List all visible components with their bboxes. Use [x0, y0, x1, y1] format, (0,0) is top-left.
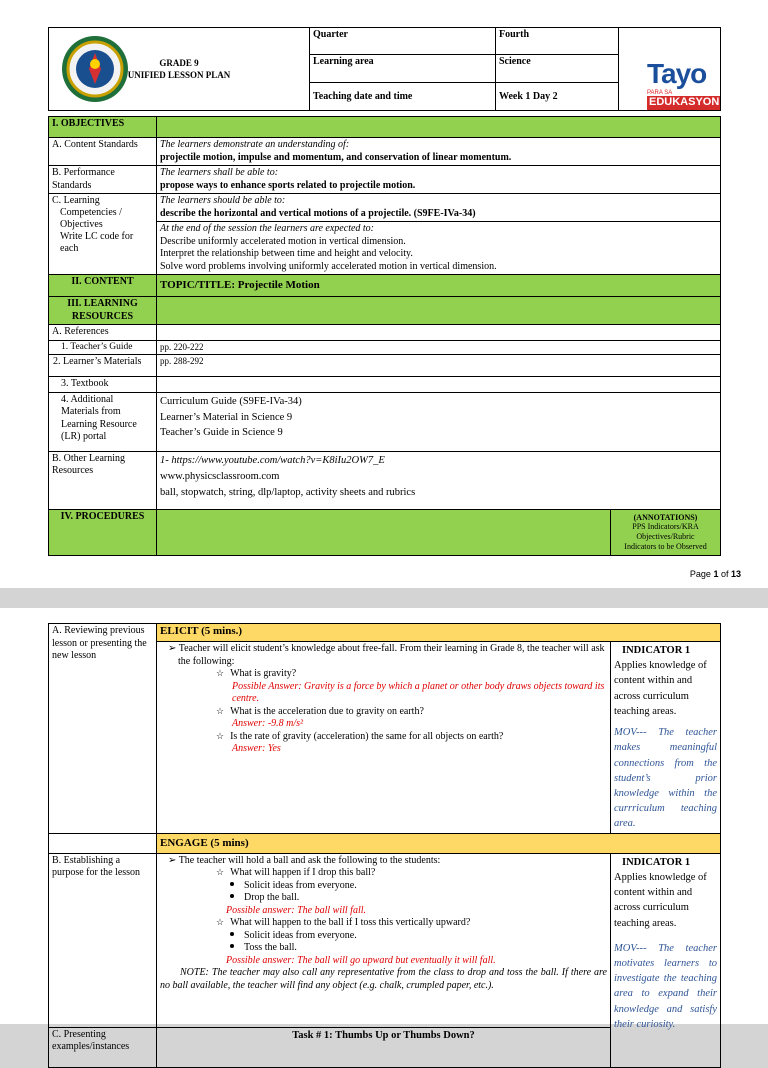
- additional-item: Curriculum Guide (S9FE-IVa-34): [160, 395, 302, 407]
- content-standards-text: projectile motion, impulse and momentum, and conservation of linear momentum.: [160, 151, 512, 163]
- reviewing-label: A. Reviewing previous lesson or presenting the new lesson: [49, 624, 157, 834]
- engage-note: NOTE: The teacher may also call any representative from the class to drop and toss the ball. If there are no ball available, the teacher will find any object (e.g. chalk, crumpled paper, etc.).: [160, 967, 607, 991]
- elicit-answer: Answer: -9.8 m/s²: [232, 718, 304, 729]
- performance-standards-label: B. Performance Standards: [49, 166, 157, 194]
- competencies-label: C. Learning Competencies / Objectives Write LC code for each: [49, 194, 157, 275]
- other-resources-label: B. Other Learning Resources: [49, 451, 157, 509]
- engage-intro: The teacher will hold a ball and ask the following to the students:: [178, 854, 441, 866]
- learners-materials-pages: pp. 288-292: [157, 355, 721, 377]
- additional-item: Learner’s Material in Science 9: [160, 411, 293, 423]
- materials-list: ball, stopwatch, string, dlp/laptop, activity sheets and rubrics: [160, 487, 416, 499]
- session-intro: At the end of the session the learners are expected to:: [160, 223, 375, 234]
- competencies-intro: The learners should be able to:: [160, 195, 286, 206]
- quarter-label: Quarter: [310, 28, 496, 55]
- tayo-logo-sub: PARA SA: [647, 90, 673, 96]
- procedures-heading: IV. PROCEDURES: [49, 509, 157, 555]
- plan-label: UNIFIED LESSON PLAN: [127, 70, 231, 81]
- performance-standards-intro: The learners shall be able to:: [160, 167, 279, 178]
- elicit-question: Is the rate of gravity (acceleration) the same for all objects on earth?: [230, 730, 504, 742]
- task-title: Task # 1: Thumbs Up or Thumbs Down?: [157, 1027, 611, 1067]
- content-heading: II. CONTENT: [49, 275, 157, 297]
- textbook-label: 3. Textbook: [49, 377, 157, 393]
- elicit-question: What is the acceleration due to gravity on earth?: [230, 705, 424, 717]
- tayo-logo-edu: EDUKASYON: [649, 96, 720, 108]
- session-item: Interpret the relationship between time and height and velocity.: [160, 248, 413, 259]
- session-item: Solve word problems involving uniformly accelerated motion in vertical dimension.: [160, 260, 497, 272]
- engage-step: Solicit ideas from everyone.: [244, 929, 357, 941]
- objectives-heading: I. OBJECTIVES: [49, 117, 157, 138]
- indicator-text: Applies knowledge of content within and across curriculum teaching areas.: [614, 660, 707, 717]
- learners-materials-label: 2. Learner’s Materials: [49, 355, 157, 377]
- header-title-cell: [49, 28, 310, 111]
- elicit-intro: ➢ Teacher will elicit student’s knowledge about free-fall. From their learning in Grade 8, the teacher will ask the following:: [168, 643, 605, 667]
- engage-question: What will happen if I drop this ball?: [230, 867, 376, 879]
- competencies-text: describe the horizontal and vertical motions of a projectile. (S9FE-IVa-34): [160, 207, 476, 219]
- elicit-question: What is gravity?: [230, 668, 297, 679]
- objectives-table: [48, 116, 721, 556]
- references-label: A. References: [49, 325, 157, 341]
- page-number: Page 1 of 13: [689, 569, 741, 579]
- indicator-title: INDICATOR 1: [622, 645, 691, 656]
- engage-step: Solicit ideas from everyone.: [244, 879, 357, 891]
- engage-answer: Possible answer: The ball will fall.: [226, 904, 367, 916]
- learning-area-value: Science: [496, 55, 619, 82]
- performance-standards-text: propose ways to enhance sports related to projectile motion.: [160, 179, 416, 191]
- elicit-answer: Possible Answer: Gravity is a force by which a planet or other body draws objects toward its centre.: [232, 680, 605, 704]
- procedures-table: A. Reviewing previous lesson or presenting the new lesson ELICIT (5 mins.) ➢ Teacher will elicit student’s knowledge about free-fall. From their learning in Grade 8, the teacher will ask the following: ☆ What is gravity? Possible Answer: Gravity is a force by which a planet or other body draws objects toward its centre. ☆ What is the acceleration due to gravity on earth? Answer: -9.8 m/s² ☆ Is the rate of gravity (acceleration) the same for all objects on earth? Answer: Yes INDICATOR 1 Applies knowledge of content within and across curriculum teaching areas. MOV--- The teacher makes meaningful connections from the student’s prior knowledge within the currriculum teaching area. ENGAGE (5 mins) B. Establishing a purpose for the lesson ➢ The teacher will hold a ball and ask the following to the students: ☆ What will happen if I drop this ball? Solicit ideas from everyone. Drop the ball. Possible answer: The ball will fall. ☆ What will happen to the ball if I toss this vertically upward? Solicit ideas from everyone. Toss the ball. Possible answer: The ball will go upward but eventually it will fall. NOTE: The teacher may also call any representative from the class to drop and toss the ball. If there are no ball available, the teacher will find any object (e.g. chalk, crumpled paper, etc.). INDICATOR 1 Applies knowledge of content within and across curriculum teaching areas. MOV--- The teacher motivates learners to investigate the teaching area to expand their knowledge and satisfy their curiosity. C. Presenting examples/instances Task # 1: Thumbs Up or Thumbs Down?: [48, 623, 721, 1068]
- teachers-guide-pages: pp. 220-222: [157, 340, 721, 355]
- additional-item: Teacher’s Guide in Science 9: [160, 427, 283, 439]
- annotations-cell: (ANNOTATIONS) PPS Indicators/KRA Objectives/Rubric Indicators to be Observed: [611, 509, 721, 555]
- learning-area-label: Learning area: [310, 55, 496, 82]
- youtube-link[interactable]: 1- https://www.youtube.com/watch?v=K8iIu2OW7_E: [160, 454, 385, 466]
- indicator-mov: MOV--- The teacher motivates learners to investigate the teaching area to expand their knowledge and satisfy their curiosity.: [614, 942, 718, 1030]
- topic-title: TOPIC/TITLE: Projectile Motion: [157, 275, 721, 297]
- engage-answer: Possible answer: The ball will go upward but eventually it will fall.: [226, 954, 496, 966]
- engage-step: Drop the ball.: [244, 892, 300, 904]
- resources-heading: III. LEARNING RESOURCES: [49, 297, 157, 325]
- content-standards-intro: The learners demonstrate an understanding of:: [160, 139, 350, 150]
- document-page-2: [0, 608, 768, 1053]
- engage-question: What will happen to the ball if I toss this vertically upward?: [230, 917, 471, 929]
- elicit-answer: Answer: Yes: [232, 743, 281, 754]
- teachers-guide-label: 1. Teacher’s Guide: [49, 340, 157, 355]
- indicator-title: INDICATOR 1: [622, 856, 691, 868]
- additional-materials-label: 4. Additional Materials from Learning Resource (LR) portal: [49, 392, 157, 451]
- quarter-value: Fourth: [496, 28, 619, 55]
- teaching-date-label: Teaching date and time: [310, 82, 496, 110]
- header-table: [48, 27, 721, 111]
- engage-step: Toss the ball.: [244, 942, 297, 954]
- establishing-purpose-label: B. Establishing a purpose for the lesson: [49, 853, 157, 1027]
- grade-label: GRADE 9: [159, 58, 199, 68]
- teaching-date-value: Week 1 Day 2: [496, 82, 619, 110]
- content-standards-label: A. Content Standards: [49, 138, 157, 166]
- indicator-text: Applies knowledge of content within and across curriculum teaching areas.: [614, 871, 707, 929]
- indicator-mov: MOV--- The teacher makes meaningful connections from the student’s prior knowledge within the currriculum teaching area.: [614, 727, 718, 830]
- tayo-logo-cell: [619, 28, 721, 111]
- engage-heading: ENGAGE (5 mins): [157, 833, 721, 853]
- presenting-examples-label: C. Presenting examples/instances: [49, 1027, 157, 1067]
- physics-classroom-link[interactable]: www.physicsclassroom.com: [160, 471, 280, 483]
- session-item: Describe uniformly accelerated motion in vertical dimension.: [160, 235, 406, 247]
- tayo-logo-text: Tayo: [647, 58, 707, 89]
- elicit-heading: ELICIT (5 mins.): [157, 624, 721, 642]
